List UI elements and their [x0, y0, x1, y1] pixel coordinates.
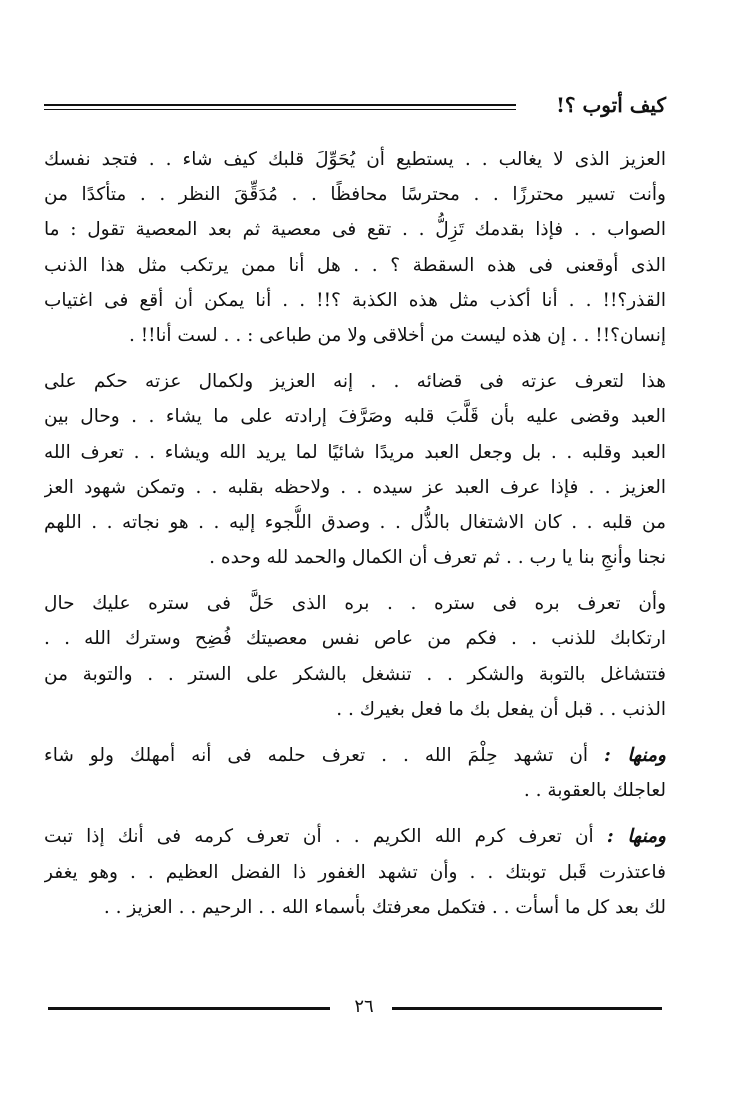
- page-footer: [44, 998, 666, 1020]
- text-line: ارتكابك للذنب . . فكم من عاص نفس معصيتك فُضِح وسترك الله . .: [44, 628, 666, 650]
- paragraph-4: [44, 738, 666, 808]
- text-run: أن تشهد حِلْمَ الله . . تعرف حلمه فى أنه أمهلك ولو شاء: [44, 745, 605, 766]
- text-line: الذى أوقعنى فى هذه السقطة ؟ . . هل أنا ممن يرتكب مثل هذا الذنب: [44, 254, 666, 276]
- running-header: [44, 92, 666, 122]
- text-line: إنسان؟!! . . إن هذه ليست من أخلاقى ولا من طباعى : . . لست أنا!! .: [128, 324, 666, 346]
- text-line: فاعتذرت قَبل توبتك . . وأن تشهد الغفور ذا الفضل العظيم . . وهو يغفر: [44, 861, 666, 883]
- text-line: العزيز . . فإذا عرف العبد عز سيده . . ولاحظه بقلبه . . وتمكن شهود العز: [44, 476, 666, 498]
- text-line: نجنا وأنجِ بنا يا رب . . ثم تعرف أن الكمال والحمد لله وحده .: [209, 547, 666, 569]
- text-line: العبد وقضى عليه بأن قَلَّبَ قلبه وصَرَّفَ إرادته على ما يشاء . . وحال بين: [44, 406, 666, 428]
- paragraph-lead: ومنها :: [604, 745, 666, 766]
- paragraph-3: [44, 586, 666, 727]
- header-rule: [44, 104, 516, 106]
- text-line: الصواب . . فإذا بقدمك تَزِلُّ . . تقع فى معصية ثم بعد المعصية تقول : ما: [44, 219, 666, 241]
- footer-rule-left: [48, 1007, 330, 1010]
- text-line: [44, 738, 666, 773]
- text-line: لك بعد كل ما أسأت . . فتكمل معرفتك بأسماء الله . . الرحيم . . العزيز . .: [103, 896, 666, 918]
- text-line: العزيز الذى لا يغالب . . يستطيع أن يُحَوِّلَ قلبك كيف شاء . . فتجد نفسك: [44, 149, 666, 170]
- text-line: وأن تعرف بره فى ستره . . بره الذى حَلَّ فى ستره عليك حال: [44, 593, 666, 615]
- text-line: العبد وقلبه . . بل وجعل العبد مريدًا شائيًا لما يريد الله ويشاء . . تعرف الله: [44, 441, 666, 463]
- text-run: أن تعرف كرم الله الكريم . . أن تعرف كرمه فى أنك إذا تبت: [44, 826, 607, 848]
- paragraph-5: [44, 819, 666, 925]
- text-line: الذنب . . قبل أن يفعل بك ما فعل بغيرك . .: [336, 698, 666, 720]
- text-line: هذا لتعرف عزته فى قضائه . . إنه العزيز ولكمال عزته حكم على: [44, 371, 666, 393]
- body-text: [44, 142, 666, 925]
- paragraph-1: [44, 142, 666, 353]
- text-line: وأنت تسير محترزًا . . محترسًا محافظًا . . مُدَقِّقَ النظر . . متأكدًا من: [44, 184, 666, 206]
- paragraph-lead: ومنها :: [606, 826, 666, 848]
- paragraph-2: [44, 364, 666, 575]
- header-rule-thin: [44, 109, 516, 110]
- footer-rule-right: [392, 1007, 662, 1010]
- text-line: فتتشاغل بالتوبة والشكر . . تنشغل بالشكر على الستر . . والتوبة من: [44, 663, 666, 685]
- running-title: كيف أتوب ؟!: [556, 93, 666, 117]
- text-line: القذر؟!! . . أنا أكذب مثل هذه الكذبة ؟!! . . أنا يمكن أن أقع فى اغتياب: [44, 289, 666, 311]
- text-line: [44, 819, 666, 854]
- page-number: ٢٦: [354, 996, 374, 1017]
- text-line: لعاجلك بالعقوبة . .: [523, 780, 666, 802]
- text-line: من قلبه . . كان الاشتغال بالذُّل . . وصدق اللُّجوء إليه . . هو نجاته . . اللهم: [44, 511, 666, 533]
